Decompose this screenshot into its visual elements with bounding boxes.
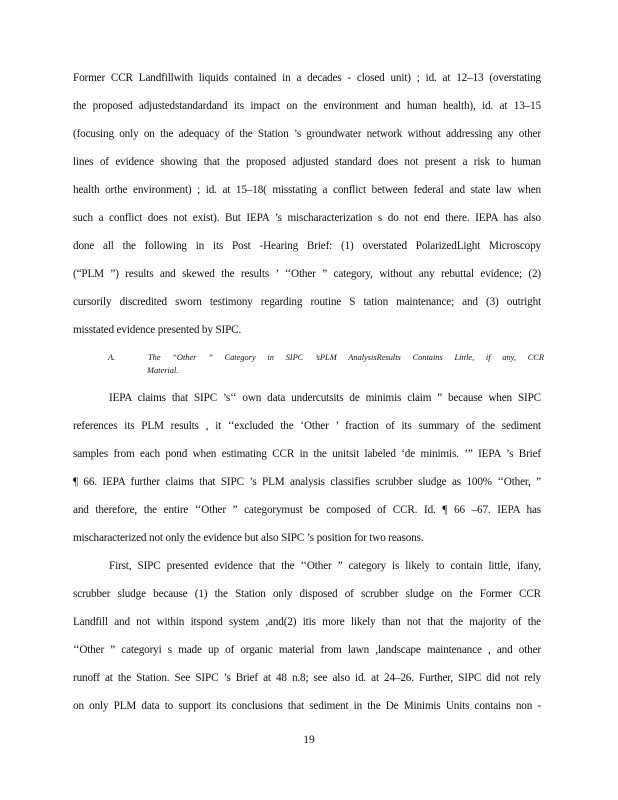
text-line: (focusing only on the adequacy of the Station ’s groundwater network without addressing any other (73, 128, 541, 140)
section-heading (108, 352, 544, 363)
page-number: 19 (303, 734, 315, 746)
text-line: First, SIPC presented evidence that the ‘‘Other ” category is likely to contain little, ifany, (109, 560, 541, 572)
text-line: Landfill and not within itspond system ,and(2) itis more likely than not that the majority of the (73, 616, 541, 628)
text-line: cursorily discredited sworn testimony regarding routine S tation maintenance; and (3) outright (73, 296, 541, 308)
text-line: mischaracterized not only the evidence but also SIPC ’s position for two reasons. (73, 532, 424, 544)
text-line: (“PLM ”) results and skewed the results ’ ‘‘Other ” category, without any rebuttal evidence; (2) (73, 268, 541, 280)
text-line: samples from each pond when estimating CCR in the unitsit labeled ‘de minimis. ’” IEPA ’s Brief (73, 448, 541, 460)
text-line: on only PLM data to support its conclusions that sediment in the De Minimis Units contains non - (73, 700, 541, 712)
text-line: ‘‘Other ” categoryi s made up of organic material from lawn ,landscape maintenance , and other (73, 644, 541, 656)
text-line: runoff at the Station. See SIPC ’s Brief at 48 n.8; see also id. at 24–26. Further, SIPC did not rely (73, 672, 541, 684)
text-line: health orthe environment) ; id. at 15–18( misstating a conflict between federal and state law when (73, 184, 541, 196)
text-line: such a conflict does not exist). But IEPA ’s mischaracterization s do not end there. IEPA has also (73, 212, 541, 224)
text-line: scrubber sludge because (1) the Station only disposed of scrubber sludge on the Former CCR (73, 588, 541, 600)
text-line: done all the following in its Post -Hearing Brief: (1) overstated PolarizedLight Microscopy (73, 240, 541, 252)
text-line: Former CCR Landfillwith liquids contained in a decades - closed unit) ; id. at 12–13 (overstating (73, 72, 541, 84)
text-line: lines of evidence showing that the proposed adjusted standard does not present a risk to human (73, 156, 541, 168)
text-line: the proposed adjustedstandardand its impact on the environment and human health), id. at 13–15 (73, 100, 541, 112)
text-line: references its PLM results , it ‘‘excluded the ‘Other ’ fraction of its summary of the sediment (73, 420, 541, 432)
section-title: The ‘‘Other ” Category in SIPC ’sPLM AnalysisResults Contains Little, if any, CCR (148, 353, 544, 362)
section-title-continuation: Material. (147, 366, 179, 375)
text-line: IEPA claims that SIPC ’s‘‘ own data undercutsits de minimis claim ” because when SIPC (109, 392, 541, 404)
text-line: ¶ 66. IEPA further claims that SIPC ’s PLM analysis classifies scrubber sludge as 100% ‘‘Other, ” (73, 476, 541, 488)
text-line: and therefore, the entire ‘‘Other ” categorymust be composed of CCR. Id. ¶ 66 –67. IEPA has (73, 504, 541, 516)
text-line: misstated evidence presented by SIPC. (73, 324, 242, 336)
section-letter: A. (108, 353, 116, 362)
